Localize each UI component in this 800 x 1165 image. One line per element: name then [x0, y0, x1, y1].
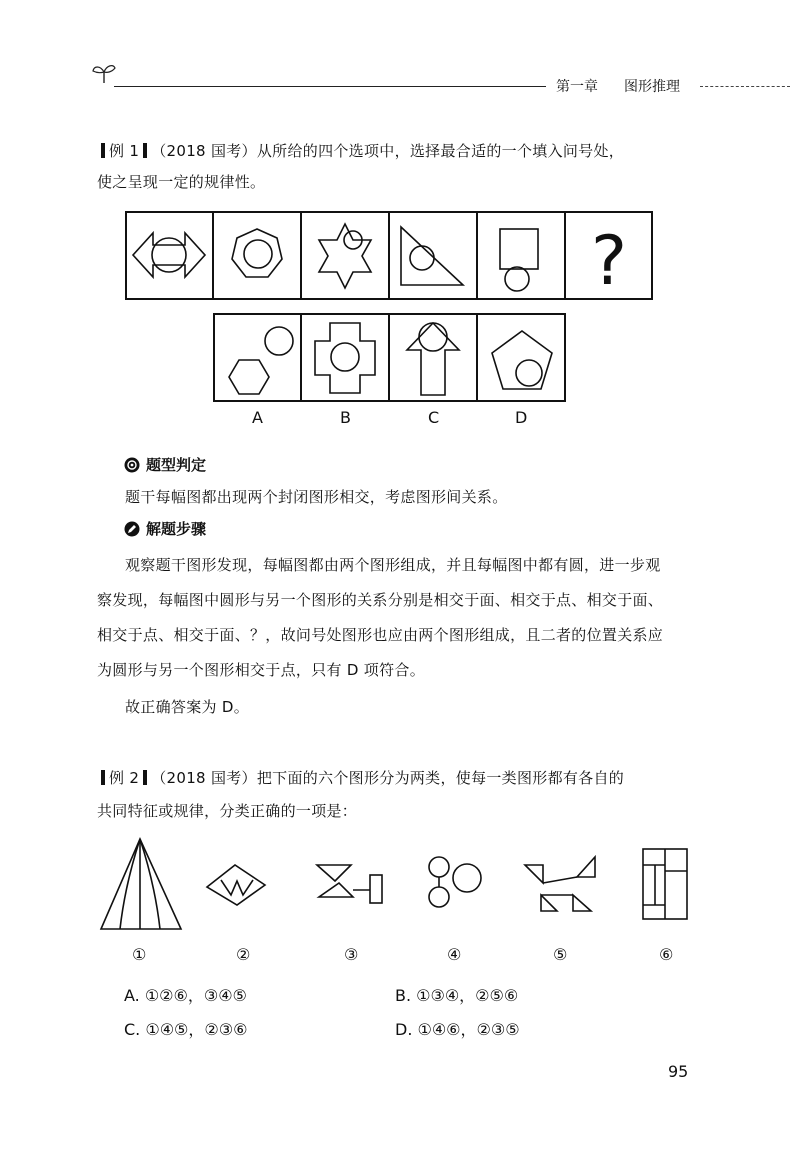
- option-b-label: B: [340, 408, 351, 427]
- figure-heptagon: [232, 229, 282, 277]
- example2-question-line2: 共同特征或规律，分类正确的一项是：: [97, 802, 358, 820]
- header-rule-right: [700, 86, 790, 87]
- page-number: 95: [668, 1062, 689, 1081]
- choice-d: D. ①④⑥，②③⑤: [395, 1020, 520, 1039]
- label-bar-right: [143, 770, 147, 785]
- choice-a: A. ①②⑥，③④⑤: [124, 986, 247, 1005]
- option-b-figure: [315, 323, 375, 393]
- figure-1: [101, 839, 181, 929]
- figure-3: [317, 865, 382, 903]
- example2-question-line1: 把下面的六个图形分为两类，使每一类图形都有各自的: [256, 769, 625, 787]
- label-bar-left: [101, 143, 105, 158]
- figure-4: [429, 857, 481, 907]
- label-bar-right: [143, 143, 147, 158]
- example2-figures: [95, 835, 695, 935]
- figure-label-3: ③: [344, 945, 359, 964]
- figure-5: [525, 857, 595, 911]
- pencil-icon: [124, 521, 140, 537]
- header-rule-left: [114, 86, 546, 87]
- steps-line: 观察题干图形发现，每幅图都由两个图形组成，并且每幅图中都有圆，进一步观: [125, 556, 661, 574]
- example1-question: [97, 136, 697, 198]
- example1-figure-row: [125, 211, 653, 301]
- figure-hexagram: [319, 224, 371, 288]
- example2-source: （2018 国考）: [151, 769, 257, 787]
- figure-square: [500, 229, 538, 291]
- figure-label-5: ⑤: [553, 945, 568, 964]
- type-title: 题型判定: [146, 456, 207, 474]
- option-a-figure: [229, 327, 293, 394]
- option-d-figure: [492, 331, 552, 389]
- example2-label: 例 2: [109, 769, 140, 787]
- steps-line: 察发现，每幅图中圆形与另一个图形的关系分别是相交于面、相交于点、相交于面、: [97, 591, 664, 609]
- figure-double-arrow: [133, 233, 205, 277]
- steps-line: 相交于点、相交于面、？，故问号处图形也应由两个图形组成，且二者的位置关系应: [97, 626, 664, 644]
- choice-c: C. ①④⑤，②③⑥: [124, 1020, 248, 1039]
- header-chapter: 第一章: [556, 79, 598, 95]
- figure-label-1: ①: [132, 945, 147, 964]
- example1-label: 例 1: [109, 142, 140, 160]
- gear-icon: [124, 457, 140, 473]
- header-section: 图形推理: [624, 79, 680, 95]
- example2-question: [97, 762, 697, 828]
- sprout-icon: [92, 62, 116, 84]
- example1-options-row: [213, 313, 566, 403]
- example1-source: （2018 国考）: [151, 142, 257, 160]
- steps-text: [97, 548, 697, 688]
- figure-triangle: [401, 227, 463, 285]
- question-mark: ?: [590, 222, 628, 301]
- figure-label-6: ⑥: [659, 945, 674, 964]
- option-c-label: C: [428, 408, 440, 427]
- option-a-label: A: [252, 408, 263, 427]
- example1-question-line2: 使之呈现一定的规律性。: [97, 173, 266, 191]
- option-d-label: D: [515, 408, 528, 427]
- figure-2: [207, 865, 265, 905]
- label-bar-left: [101, 770, 105, 785]
- option-c-figure: [407, 323, 459, 395]
- figure-6: [643, 849, 687, 919]
- steps-title: 解题步骤: [146, 520, 207, 538]
- choice-b: B. ①③④，②⑤⑥: [395, 986, 519, 1005]
- figure-label-4: ④: [447, 945, 462, 964]
- figure-label-2: ②: [236, 945, 251, 964]
- answer-text: 故正确答案为 D。: [125, 698, 250, 716]
- type-text: 题干每幅图都出现两个封闭图形相交，考虑图形间关系。: [125, 488, 508, 506]
- steps-line: 为圆形与另一个图形相交于点，只有 D 项符合。: [97, 661, 425, 679]
- example1-question-line1: 从所给的四个选项中，选择最合适的一个填入问号处，: [256, 142, 625, 160]
